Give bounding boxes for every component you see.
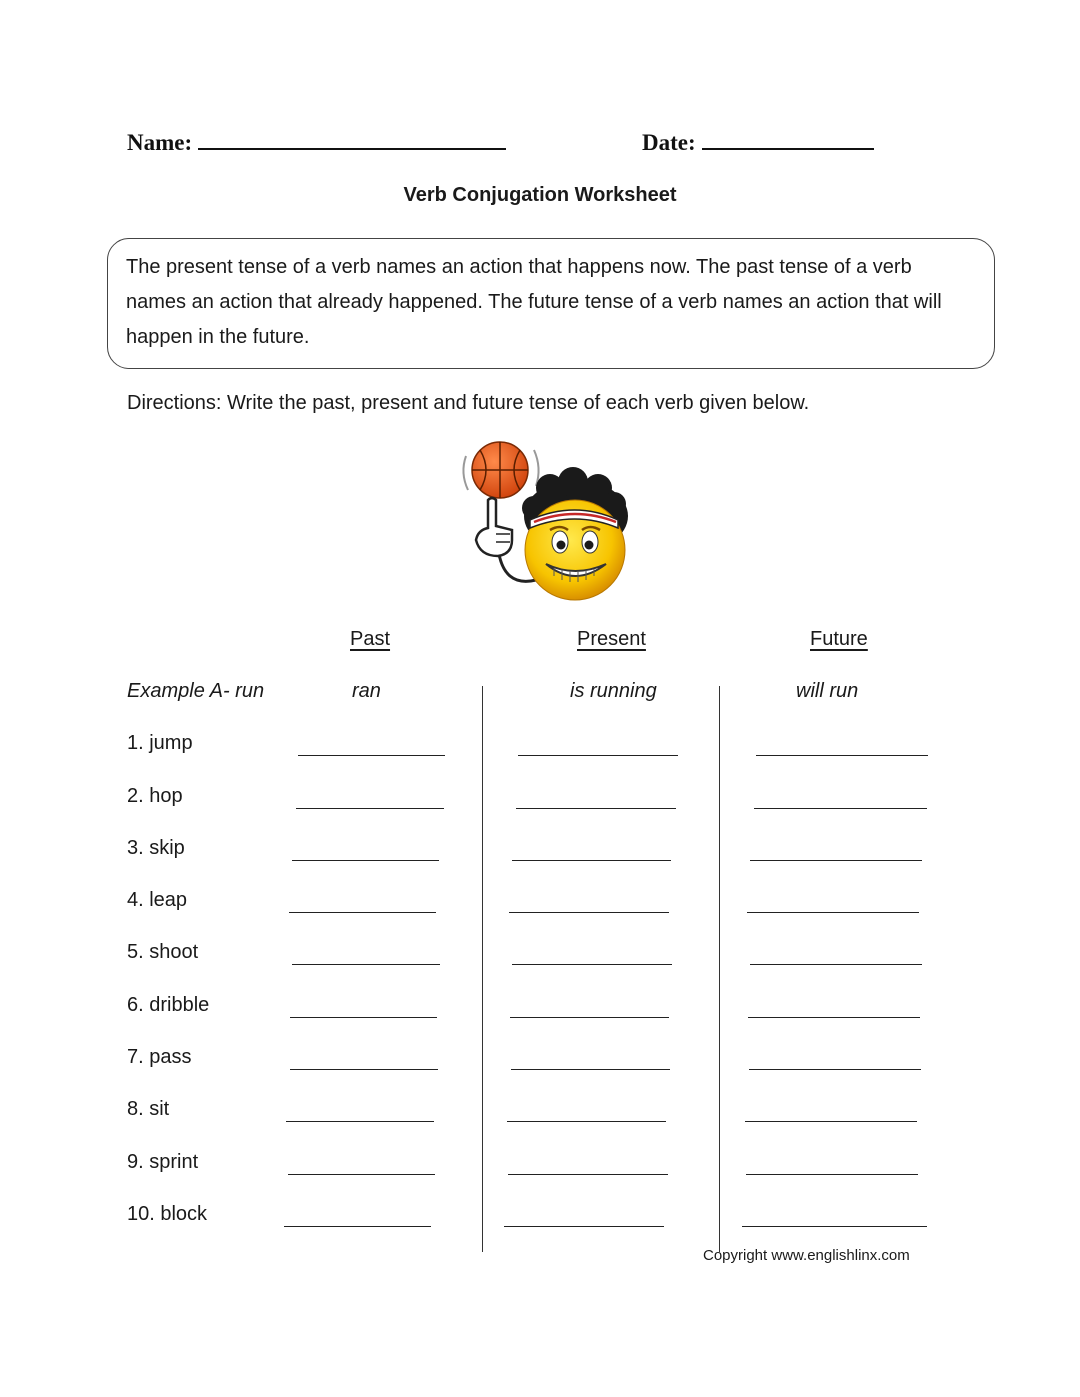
past-answer-blank[interactable]: [298, 755, 445, 756]
verb-label: 5. shoot: [127, 941, 199, 963]
column-header-present: Present: [577, 628, 646, 650]
present-answer-blank[interactable]: [508, 1174, 668, 1175]
present-answer-blank[interactable]: [518, 755, 678, 756]
present-answer-blank[interactable]: [511, 1069, 670, 1070]
column-divider: [719, 686, 720, 1252]
definition-text: The present tense of a verb names an action that happens now. The past tense of a verb names an action that already happened. The future tense of a verb names an action that will happen in the future.: [126, 256, 942, 348]
present-answer-blank[interactable]: [510, 1017, 669, 1018]
example-past: ran: [352, 680, 381, 702]
verb-label: 9. sprint: [127, 1151, 199, 1173]
example-present: is running: [570, 680, 657, 702]
past-answer-blank[interactable]: [284, 1226, 431, 1227]
verb-label: 7. pass: [127, 1046, 192, 1068]
past-answer-blank[interactable]: [286, 1121, 434, 1122]
example-label: Example A- run: [127, 680, 265, 702]
column-header-past: Past: [350, 628, 391, 650]
present-answer-blank[interactable]: [512, 860, 671, 861]
present-answer-blank[interactable]: [509, 912, 669, 913]
past-answer-blank[interactable]: [292, 964, 440, 965]
past-answer-blank[interactable]: [290, 1017, 437, 1018]
past-answer-blank[interactable]: [288, 1174, 435, 1175]
verb-label: 10. block: [127, 1203, 208, 1225]
past-answer-blank[interactable]: [296, 808, 444, 809]
copyright-text: Copyright www.englishlinx.com: [703, 1247, 910, 1264]
future-answer-blank[interactable]: [754, 808, 927, 809]
future-answer-blank[interactable]: [745, 1121, 917, 1122]
date-blank[interactable]: [702, 128, 874, 150]
present-answer-blank[interactable]: [507, 1121, 666, 1122]
name-field: [127, 128, 506, 156]
past-answer-blank[interactable]: [289, 912, 436, 913]
future-answer-blank[interactable]: [749, 1069, 921, 1070]
date-field: [642, 128, 874, 156]
example-future: will run: [796, 680, 859, 702]
future-answer-blank[interactable]: [748, 1017, 920, 1018]
date-label: Date:: [642, 130, 696, 155]
present-answer-blank[interactable]: [512, 964, 672, 965]
column-divider: [482, 686, 483, 1252]
verb-label: 6. dribble: [127, 994, 210, 1016]
future-answer-blank[interactable]: [756, 755, 928, 756]
future-answer-blank[interactable]: [747, 912, 919, 913]
past-answer-blank[interactable]: [292, 860, 439, 861]
verb-label: 1. jump: [127, 732, 193, 754]
basketball-emoji-icon: [458, 438, 628, 606]
name-blank[interactable]: [198, 128, 506, 150]
past-answer-blank[interactable]: [290, 1069, 438, 1070]
verb-label: 8. sit: [127, 1098, 170, 1120]
verb-label: 3. skip: [127, 837, 185, 859]
present-answer-blank[interactable]: [504, 1226, 664, 1227]
future-answer-blank[interactable]: [742, 1226, 927, 1227]
column-header-future: Future: [810, 628, 868, 650]
directions-text: Directions: Write the past, present and future tense of each verb given below.: [127, 392, 810, 414]
page-title: Verb Conjugation Worksheet: [403, 184, 677, 206]
future-answer-blank[interactable]: [746, 1174, 918, 1175]
verb-label: 2. hop: [127, 785, 183, 807]
future-answer-blank[interactable]: [750, 860, 922, 861]
name-label: Name:: [127, 130, 193, 155]
verb-label: 4. leap: [127, 889, 188, 911]
future-answer-blank[interactable]: [750, 964, 922, 965]
present-answer-blank[interactable]: [516, 808, 676, 809]
